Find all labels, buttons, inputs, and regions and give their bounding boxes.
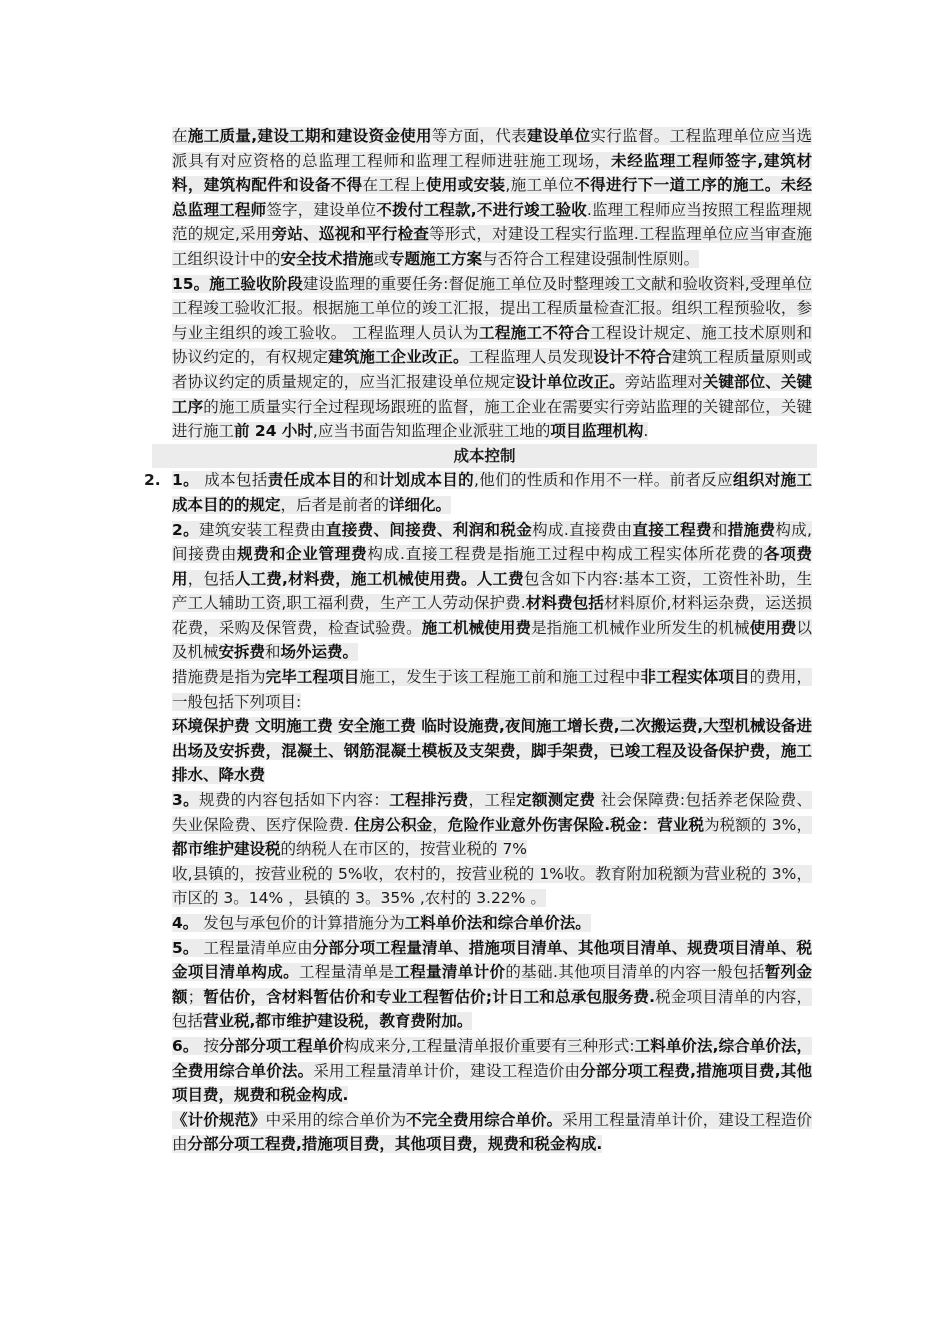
text-run: 的施工质量实行全过程现场跟班的监督，施工企业在需要实行旁站监理的关键部位，关键进行施工 [172,397,812,441]
paragraph-text [172,275,812,441]
bold-run: 5。 [172,938,199,957]
text-run: 是指施工机械作业所发生的机械 [531,618,750,637]
paragraph-text [172,791,812,858]
paragraph-text [172,1037,812,1104]
bold-run: 直接费、间接费、利润和税金 [325,520,533,539]
paragraph-text [172,717,812,784]
text-run: ,他们的性质和作用不一样。前者反应 [473,471,734,490]
bold-run: 分部分项工程费,措施项目费,其他项目费，规费和税金构成. [172,1061,812,1105]
bold-run: 各项费用 [172,545,812,588]
bold-run: 15。施工验收阶段 [172,274,303,293]
bold-run: 工程施工不符合 [478,323,591,342]
bold-run: 工程排污费 [389,791,469,810]
text-run: 材料原价,材料运杂费，运送损花费，采购及保管费，检查试验费。 [172,594,812,637]
bold-run: 暂估价，含材料暂估价和专业工程暂估价;计日工和总承包服务费. [203,987,656,1006]
text-run: 和 [362,471,379,490]
paragraph [172,468,812,517]
text-run: ，包括 [187,569,235,588]
bold-run: 建筑施工企业改正。 [328,348,469,367]
text-run: 发包与承包价的计算措施分为 [198,914,405,932]
bold-run: 分部分项工程费,措施项目费，其他项目费，规费和税金构成. [187,1135,603,1154]
text-run: ， [432,815,448,834]
bold-run: 人工费,材料费，施工机械使用费。人工费 [234,569,524,588]
text-run: 构成,间接费由 [172,520,812,564]
paragraph-text [172,914,591,932]
bold-run: 3。 [172,791,199,810]
bold-run: 4。 [172,914,199,932]
text-run: 建筑工程质量原则或者协议约定的质量规定的，应当汇报建设单位规定 [172,348,812,391]
text-run: ； [187,987,204,1006]
text-run: ，工程 [468,791,517,810]
text-run: . [643,422,649,441]
text-run: 旁站监理对 [624,372,703,391]
text-run: 和 [265,643,281,662]
bold-run: 组织对施工成本目的的规定 [172,471,812,514]
bold-run: 定额测定费 [516,791,596,810]
bold-run: 分部分项工程量清单、措施项目清单、其他项目清单、规费项目清单、税金项目清单构成。 [172,938,812,982]
bold-run: 《计价规范》 [172,1110,266,1129]
bold-run: 安拆费 [218,643,266,662]
bold-run: 非工程实体项目 [640,668,750,687]
text-run: 规费的内容包括如下内容： [199,791,390,810]
text-run: .监理工程师应当按照工程监理规范的规定,采用 [172,200,812,244]
paragraph [172,911,812,936]
text-run: 社会保障费:包括养老保险费、失业保险费、医疗保险费. [172,791,812,834]
paragraph-text [172,865,812,908]
bold-run: 完毕工程项目 [265,668,360,687]
bold-run: 危险作业意外伤害保险.税金：营业税 [447,815,705,834]
paragraph-text [172,939,812,1031]
text-run: 建筑安装工程费由 [199,520,326,539]
paragraph [172,518,812,666]
bold-run: 环境保护费 文明施工费 安全施工费 临时设施费,夜间施工增长费,二次搬运费,大型机械设备进出场及安拆费，混凝土、钢筋混凝土模板及支架费，脚手架费，已竣工程及设备保护费，施工排水、降水费 [172,717,812,785]
text-run: 包含如下内容:基本工资，工资性补助，生产工人辅助工资,职工福利费，生产工人劳动保护费. [172,569,812,613]
bold-run: 分部分项工程单价 [219,1036,344,1055]
paragraph [172,124,812,272]
paragraph [172,1108,812,1157]
bold-run: 直接工程费 [632,520,712,539]
bold-run: 责任成本目的 [267,471,363,490]
text-run: 的费用，一般包括下列项目: [172,668,812,711]
bold-run: 工料单价法和综合单价法。 [404,914,591,932]
bold-run: 材料费包括 [525,594,604,613]
bold-run: 暂列金额 [172,963,812,1006]
paragraph [172,936,812,1034]
text-run: 税金项目清单的内容，包括 [172,987,812,1031]
paragraph-text [172,471,812,514]
bold-run: 措施费 [727,520,776,539]
text-run: 等方面，代表 [431,127,527,145]
bold-run: 未经监理工程师签字,建筑材料，建筑构配件和设备不得 [172,151,812,195]
list-marker: 2. [144,471,161,490]
paragraph-text [172,127,812,268]
text-run: 的纳税人在市区的，按营业税的 7% [280,840,528,859]
bold-run: 前 24 小时 [234,422,313,441]
text-run: 在工程上 [362,176,427,195]
paragraph-text [172,521,812,662]
bold-run: 专题施工方案 [389,249,483,268]
bold-run: 关键部位、关键工序 [172,372,812,416]
bold-run: 使用费 [749,618,797,637]
bold-run: 建设单位 [526,127,591,145]
paragraph [172,272,812,444]
text-run: 与否符合工程建设强制性原则。 [482,249,700,268]
text-run: 的基础.其他项目清单的内容一般包括 [505,963,765,982]
paragraph [172,862,812,911]
text-run: 施工，发生于该工程施工前和施工过程中 [359,668,641,687]
bold-run: 都市维护建设税 [172,840,281,859]
paragraph-text [172,1111,812,1154]
bold-run: 场外运费。 [280,643,359,662]
paragraph [172,714,812,788]
list-item [144,468,812,517]
document-body [144,124,813,1157]
bold-run: 不得进行下一道工序的施工。未经总监理工程师 [172,176,812,219]
bold-run: 旁站、巡视和平行检查 [271,225,430,244]
text-run: 构成.直接工程费是指施工过程中构成工程实体所花费的 [367,545,764,564]
text-run: 以及机械 [172,618,812,662]
section-heading: 成本控制 [152,444,817,469]
text-run: 采用工程量清单计价，建设工程造价由 [172,1110,812,1154]
bold-run: 工程量清单计价 [394,963,506,982]
paragraph [172,1034,812,1108]
text-run: 构成来分,工程量清单报价重要有三种形式: [343,1036,635,1055]
bold-run: 设计不符合 [593,348,672,367]
bold-run: 不拨付工程款,不进行竣工验收 [376,200,587,219]
paragraph-text [172,668,812,711]
text-run: 在 [172,127,188,145]
bold-run: 工料单价法,综合单价法，全费用综合单价法。 [172,1036,813,1080]
text-run: 实行监督。工程监理单位应当选派具有对应资格的总监理工程师和监理工程师进驻施工现场， [172,127,812,170]
paragraph [172,788,812,862]
bold-run: 使用或安装 [426,176,506,195]
paragraph [172,665,812,714]
bold-run: 住房公积金 [354,815,433,834]
text-run: 或 [373,249,390,268]
text-run: 签字，建设单位 [266,200,377,219]
bold-run: 营业税,都市维护建设税，教育费附加。 [203,1012,473,1031]
bold-run: 施工机械使用费 [421,618,532,637]
text-run: 中采用的综合单价为 [265,1110,407,1129]
text-run: 收,县镇的，按营业税的 5%收，农村的，按营业税的 1%收。教育附加税额为营业税的 3%，市区的 3。14% ，县镇的 3。35% ,农村的 3.22% 。 [172,864,812,908]
bold-run: 设计单位改正。 [515,372,625,391]
bold-run: 安全技术措施 [280,249,374,268]
bold-run: 项目监理机构 [550,422,644,441]
text-run: 措施费是指为 [172,668,266,687]
bold-run: 不完全费用综合单价。 [406,1110,563,1129]
bold-run: 2。 [172,520,200,539]
text-run: 成本包括 [199,471,268,490]
bold-run: 规费和企业管理费 [237,545,368,564]
text-run: ,应当书面告知监理企业派驻工地的 [312,422,551,441]
bold-run: 施工质量,建设工期和建设资金使用 [187,127,432,145]
text-run: 按 [198,1036,220,1055]
text-run: 构成.直接费由 [532,520,633,539]
text-run: 采用工程量清单计价，建设工程造价由 [313,1061,581,1080]
bold-run: 6。 [172,1036,199,1055]
bold-run: 计划成本目的 [378,471,474,490]
text-run: 等形式，对建设工程实行监理.工程监理单位应当审查施工组织设计中的 [172,225,812,268]
text-run: 为税额的 3%， [704,815,812,834]
text-run: 工程设计规定、施工技术原则和协议约定的，有权规定 [172,323,812,367]
text-run: 工程量清单应由 [198,938,313,957]
text-run: 建设监理的重要任务:督促施工单位及时整理竣工文献和验收资料,受理单位工程竣工验收汇报。根据施工单位的竣工汇报，提出工程质量检查汇报。组织工程预验收，参与业主组织的竣工验收。 工程监理人员认为 [172,274,812,342]
bold-run: 1。 [172,471,200,490]
text-run: 和 [711,520,728,539]
text-run: ，后者是前者的 [280,495,390,514]
text-run: ,施工单位 [505,176,575,195]
bold-run: 详细化。 [389,495,452,514]
text-run: 工程量清单是 [299,963,395,982]
text-run: 工程监理人员发现 [468,348,594,367]
